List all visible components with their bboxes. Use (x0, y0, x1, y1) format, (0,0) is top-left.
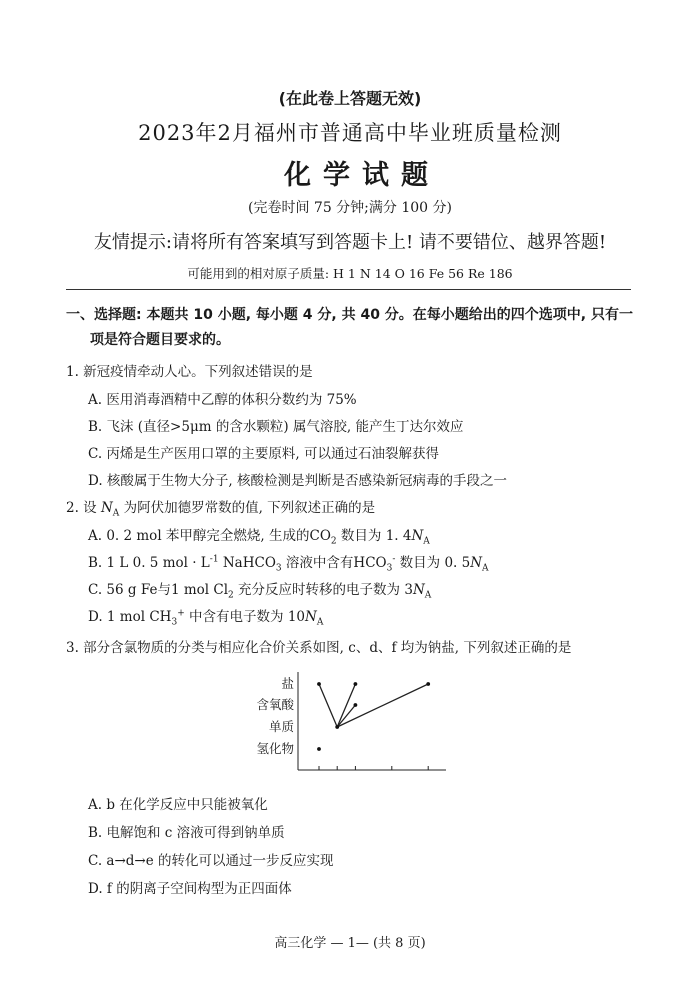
data-point (335, 725, 339, 729)
data-point (354, 703, 358, 707)
y-category-label: 含氧酸 (256, 697, 294, 712)
data-point (317, 682, 321, 686)
q2-option-a: A. 0. 2 mol 苯甲醇完全燃烧, 生成的$CO_2$ 数目为 1. $4N_A$ (88, 528, 430, 547)
chlorine-valence-chart (240, 668, 460, 780)
exam-title: 2023年2月福州市普通高中毕业班质量检测 (138, 121, 562, 145)
q2-option-d: D. 1 mol $CH_3^+$ 中含有电子数为 $10N_A$ (88, 608, 324, 628)
q2-stem: 2. 设 $N_A$ 为阿伏加德罗常数的值, 下列叙述正确的是 (66, 500, 376, 519)
page-footer: 高三化学 — 1— (共 8 页) (274, 936, 426, 951)
q1-option-d: D. 核酸属于生物大分子, 核酸检测是判断是否感染新冠病毒的手段之一 (88, 473, 508, 489)
section-heading-line1: 一、选择题: 本题共 10 小题, 每小题 4 分, 共 40 分。在每小题给出的四个选项中, 只有一 (66, 307, 633, 323)
data-point (354, 682, 358, 686)
subject-title: 化学试题 (284, 160, 440, 191)
q2-option-b: B. 1 L 0. 5 mol · $L^{-1}$ NaHCO$_3$ 溶液中含有$HCO_3^-$ 数目为 0. $5N_A$ (88, 554, 489, 574)
q3-stem: 3. 部分含氯物质的分类与相应化合价关系如图, c、d、f 均为钠盐, 下列叙述正确的是 (66, 640, 572, 656)
q3-option-d: D. f 的阴离子空间构型为正四面体 (88, 881, 292, 897)
connector-line (337, 705, 355, 727)
section-heading-line2: 项是符合题目要求的。 (90, 332, 230, 348)
section-heading (66, 303, 636, 353)
y-category-label: 盐 (281, 676, 294, 691)
connector-line (337, 684, 428, 727)
y-category-label: 单质 (268, 719, 294, 734)
friendly-tip: 友情提示:请将所有答案填写到答题卡上! 请不要错位、越界答题! (93, 232, 607, 253)
q2-option-c: C. 56 g Fe与1 mol $Cl_2$ 充分反应时转移的电子数为 $3N_A$ (88, 582, 432, 601)
q1-option-b: B. 飞沫 (直径>5μm 的含水颗粒) 属气溶胶, 能产生丁达尔效应 (88, 419, 464, 435)
invalid-answer-note: (在此卷上答题无效) (278, 89, 422, 108)
data-point (426, 682, 430, 686)
q1-stem: 1. 新冠疫情牵动人心。下列叙述错误的是 (66, 364, 313, 380)
connector-line (319, 684, 337, 727)
data-point (317, 747, 321, 751)
q1-option-a: A. 医用消毒酒精中乙醇的体积分数约为 75% (88, 392, 357, 408)
q3-option-c: C. a→d→e 的转化可以通过一步反应实现 (88, 853, 334, 869)
divider (66, 289, 631, 290)
time-info: (完卷时间 75 分钟;满分 100 分) (248, 200, 452, 216)
q3-option-a: A. b 在化学反应中只能被氧化 (88, 797, 268, 813)
q3-option-b: B. 电解饱和 c 溶液可得到钠单质 (88, 825, 285, 841)
y-category-label: 氢化物 (256, 741, 294, 756)
q1-option-c: C. 丙烯是生产医用口罩的主要原料, 可以通过石油裂解获得 (88, 446, 440, 462)
atomic-masses: 可能用到的相对原子质量: H 1 N 14 O 16 Fe 56 Re 186 (187, 266, 513, 281)
connector-line (337, 684, 355, 727)
